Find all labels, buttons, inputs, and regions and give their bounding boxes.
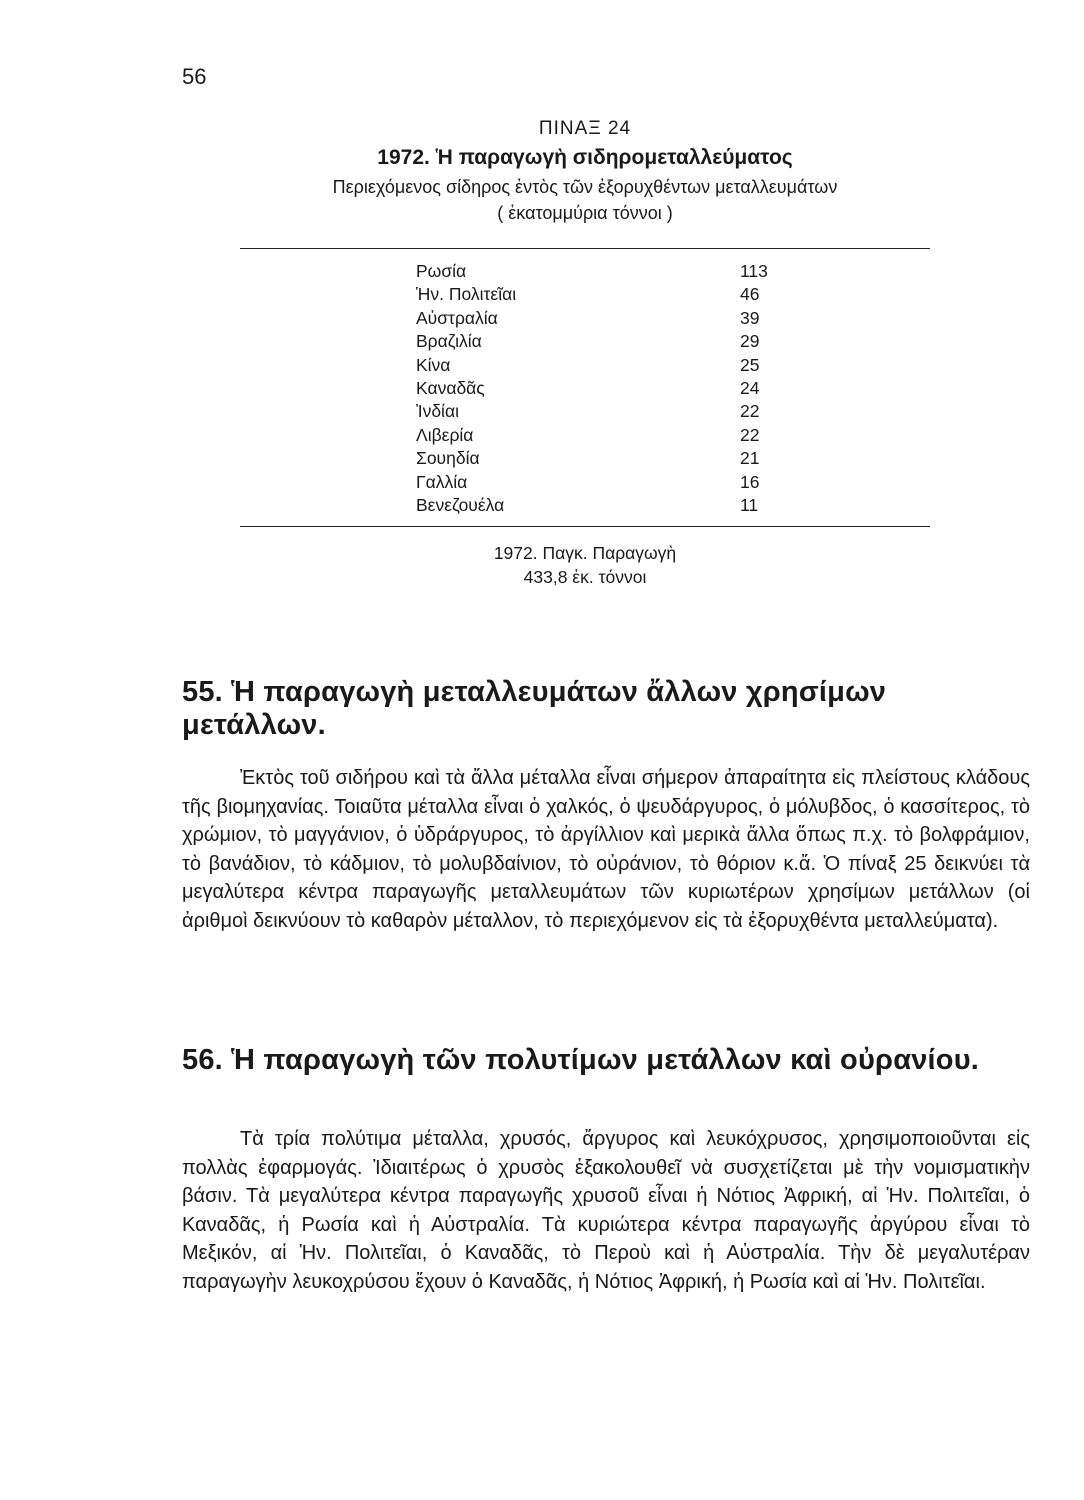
table-label: ΠΙΝΑΞ 24 (538, 118, 632, 139)
row-country: Ἡν. Πολιτεῖαι (416, 284, 517, 305)
table-row (240, 284, 930, 307)
row-country: Ἰνδίαι (416, 401, 459, 422)
row-country: Αὐστραλία (416, 307, 498, 328)
table-row (240, 425, 930, 448)
row-value: 39 (740, 307, 760, 328)
row-country: Λιβερία (416, 424, 474, 445)
section-55-body: Ἐκτὸς τοῦ σιδήρου καὶ τὰ ἄλλα μέταλλα εἶναι σήμερον ἀπαραίτητα εἰς πλείστους κλάδους τῆς βιομηχανίας. Τοιαῦτα μέταλλα εἶναι ὁ χαλκός, ὁ ψευδάργυρος, ὁ μόλυβδος, ὁ κασσίτερος, τὸ χρώμιον, τὸ μαγγάνιον, ὁ ὑδράργυρος, τὸ ἀργίλλιον καὶ μερικὰ ἄλλα ὅπως π.χ. τὸ βολφράμιον, τὸ βανάδιον, τὸ κάδμιον, τὸ μολυβδαίνιον, τὸ οὐράνιον, τὸ θόριον κ.ἄ. Ὁ πίναξ 25 δεικνύει τὰ μεγαλύτερα κέντρα παραγωγῆς μεταλλευμάτων τῶν κυριωτέρων χρησίμων μετάλλων (οἱ ἀριθμοὶ δεικνύουν τὸ καθαρὸν μέταλλον, τὸ περιεχόμενον εἰς τὰ ἐξορυχθέντα μεταλλεύματα). (182, 767, 1030, 932)
section-56-body: Τὰ τρία πολύτιμα μέταλλα, χρυσός, ἄργυρος καὶ λευκόχρυσος, χρησιμοποιοῦνται εἰς πολλὰς ἐφαρμογάς. Ἰδιαιτέρως ὁ χρυσὸς ἐξακολουθεῖ νὰ συσχετίζεται μὲ τὴν νομισματικὴν βάσιν. Τὰ μεγαλύτερα κέντρα παραγωγῆς χρυσοῦ εἶναι ἡ Νότιος Ἀφρική, αἱ Ἡν. Πολιτεῖαι, ὁ Καναδᾶς, ἡ Ρωσία καὶ ἡ Αὐστραλία. Τὰ κυριώτερα κέντρα παραγωγῆς ἀργύρου εἶναι τὸ Μεξικόν, αἱ Ἡν. Πολιτεῖαι, ὁ Καναδᾶς, τὸ Περοὺ καὶ ἡ Αὐστραλία. Τὴν δὲ μεγαλυτέραν παραγωγὴν λευκοχρύσου ἔχουν ὁ Καναδᾶς, ἡ Νότιος Ἀφρική, ἡ Ρωσία καὶ αἱ Ἡν. Πολιτεῖαι. (182, 1128, 1030, 1293)
section-56-heading: 56. Ἡ παραγωγὴ τῶν πολυτίμων μετάλλων καὶ οὐρανίου. (182, 1044, 980, 1076)
table-row (240, 495, 930, 518)
row-country: Σουηδία (416, 448, 480, 469)
row-value: 29 (740, 331, 760, 352)
table-unit: ( ἑκατομμύρια τόννοι ) (497, 203, 673, 223)
row-country: Βραζιλία (416, 331, 482, 352)
row-value: 25 (740, 354, 760, 375)
table-subtitle: Περιεχόμενος σίδηρος ἐντὸς τῶν ἐξορυχθέντων μεταλλευμάτων (332, 177, 838, 197)
table-row (240, 448, 930, 471)
row-country: Ρωσία (416, 261, 467, 281)
row-country: Βενεζουέλα (416, 494, 505, 515)
row-value: 22 (740, 424, 760, 445)
row-value: 16 (740, 471, 760, 492)
row-value: 24 (740, 377, 760, 398)
table-rows (240, 261, 930, 518)
table-24 (240, 118, 930, 589)
table-title: 1972. Ἡ παραγωγὴ σιδηρομεταλλεύματος (377, 146, 793, 169)
section-55-heading: 55. Ἡ παραγωγὴ μεταλλευμάτων ἄλλων χρησίμων μετάλλων. (182, 676, 887, 741)
table-top-rule (240, 248, 930, 249)
row-value: 113 (740, 261, 768, 281)
row-value: 46 (740, 284, 760, 305)
page-number: 56 (182, 64, 207, 89)
table-bottom-rule (240, 526, 930, 527)
row-value: 22 (740, 401, 760, 422)
total-line-1: 1972. Παγκ. Παραγωγὴ (493, 543, 677, 564)
table-row (240, 472, 930, 495)
table-row (240, 308, 930, 331)
row-country: Καναδᾶς (416, 377, 485, 398)
total-line-2: 433,8 ἑκ. τόννοι (523, 567, 647, 588)
table-row (240, 355, 930, 378)
row-value: 21 (740, 448, 760, 469)
table-row (240, 331, 930, 354)
table-row (240, 378, 930, 401)
table-row (240, 261, 930, 284)
row-country: Γαλλία (416, 471, 468, 492)
table-row (240, 401, 930, 424)
table-total (240, 541, 930, 589)
row-value: 11 (740, 494, 759, 515)
row-country: Κίνα (416, 354, 451, 375)
